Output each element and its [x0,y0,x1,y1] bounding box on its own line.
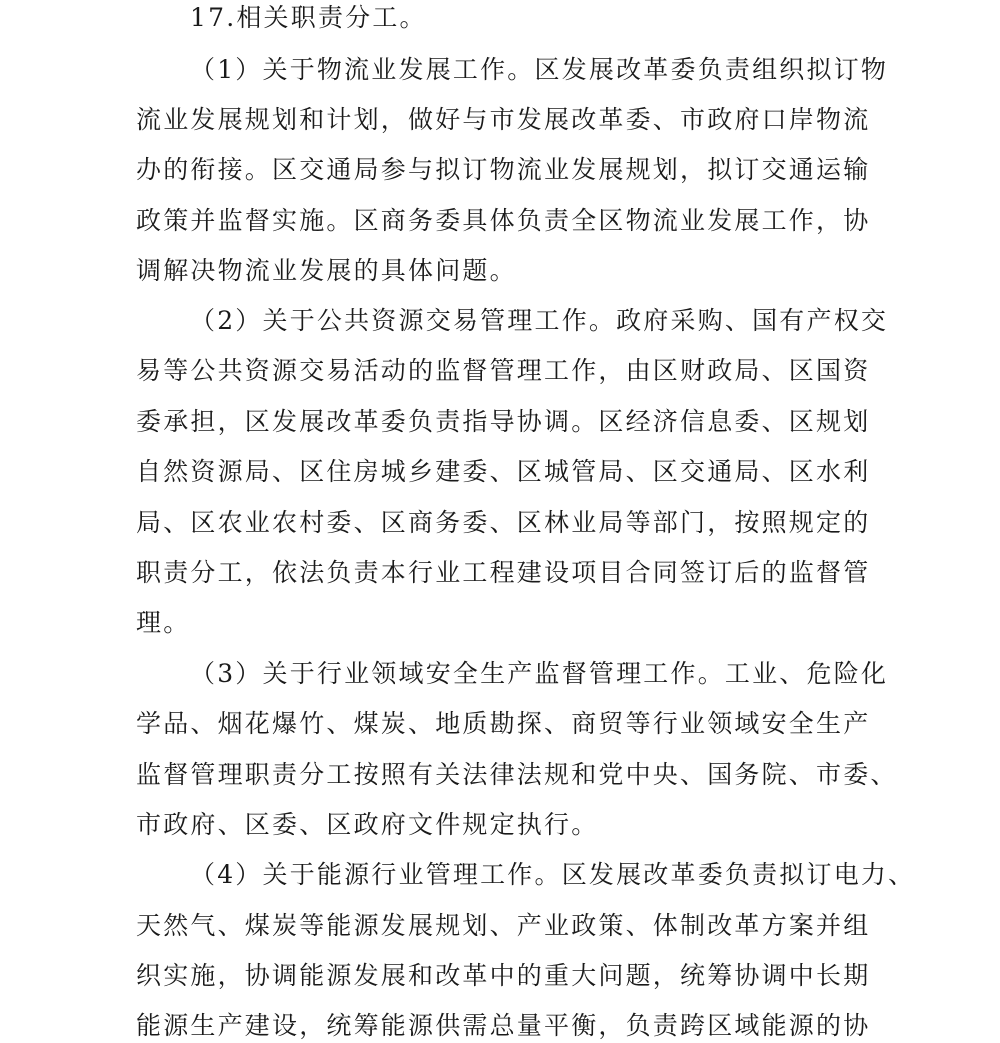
paragraph-line: 能源生产建设，统筹能源供需总量平衡，负责跨区域能源的协 [136,1011,871,1040]
paragraph-line: 学品、烟花爆竹、煤炭、地质勘探、商贸等行业领域安全生产 [136,709,871,738]
paragraph-line: （1）关于物流业发展工作。区发展改革委负责组织拟订物 [190,55,889,84]
paragraph-line: 织实施，协调能源发展和改革中的重大问题，统筹协调中长期 [136,961,871,990]
paragraph-line: 职责分工，依法负责本行业工程建设项目合同签订后的监督管 [136,558,871,587]
paragraph-line: 易等公共资源交易活动的监督管理工作，由区财政局、区国资 [136,356,871,385]
paragraph-line: 委承担，区发展改革委负责指导协调。区经济信息委、区规划 [136,407,871,436]
paragraph-line: （2）关于公共资源交易管理工作。政府采购、国有产权交 [190,306,889,335]
paragraph-line: 理。 [136,608,191,637]
paragraph-line: 局、区农业农村委、区商务委、区林业局等部门，按照规定的 [136,508,871,537]
paragraph-line: 办的衔接。区交通局参与拟订物流业发展规划，拟订交通运输 [136,155,871,184]
paragraph-line: （4）关于能源行业管理工作。区发展改革委负责拟订电力、 [190,860,916,889]
paragraph-line: 政策并监督实施。区商务委具体负责全区物流业发展工作，协 [136,206,871,235]
paragraph-line: 调解决物流业发展的具体问题。 [136,256,517,285]
paragraph-line: 市政府、区委、区政府文件规定执行。 [136,810,599,839]
paragraph-line: 监督管理职责分工按照有关法律法规和党中央、国务院、市委、 [136,760,898,789]
paragraph-line: 流业发展规划和计划，做好与市发展改革委、市政府口岸物流 [136,105,871,134]
paragraph-line: （3）关于行业领域安全生产监督管理工作。工业、危险化 [190,659,889,688]
paragraph-line: 天然气、煤炭等能源发展规划、产业政策、体制改革方案并组 [136,911,871,940]
section-heading: 17.相关职责分工。 [190,3,427,32]
paragraph-line: 自然资源局、区住房城乡建委、区城管局、区交通局、区水利 [136,457,871,486]
